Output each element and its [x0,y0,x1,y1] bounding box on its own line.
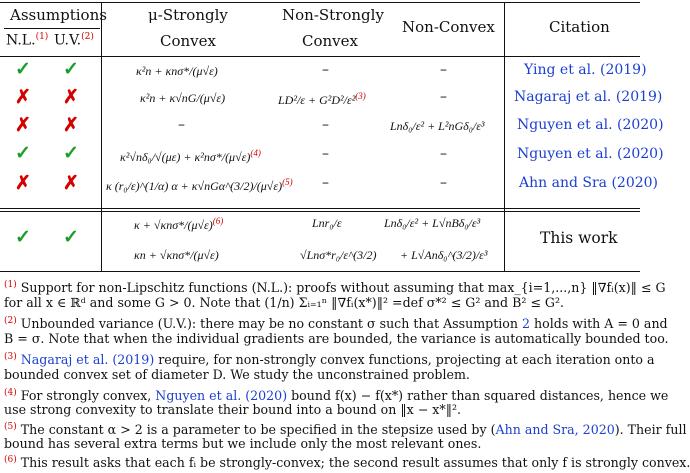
row5-strong-bound [106,177,293,194]
row3-strong-bound: – [178,117,185,133]
row1-nonconvex-bound: – [440,62,447,78]
footnote-1-ref: (1) [4,280,17,290]
row1-nl-check-icon: ✓ [15,58,31,80]
top-rule [0,2,640,3]
row4-nonstrong-bound: – [322,146,329,162]
thiswork-nonconvex-bound-2: + L√Anδ₀^(3/2)/ε³ [400,248,488,262]
header-rule [0,56,640,57]
header-citation: Citation [549,18,610,36]
footnote-5-text-1a: The constant α > 2 is a parameter to be specified in the stepsize used by ( [20,422,496,438]
footnote-5-line-2: bound has several extra terms but we include only the most relevant ones. [4,436,482,451]
row4-strong-ref[interactable]: (4) [250,148,261,158]
row2-nonconvex-bound: – [440,89,447,105]
row5-uv-cross-icon: ✗ [63,172,79,194]
row5-citation-link[interactable]: Ahn and Sra (2020) [519,175,659,191]
footnote-1-text-1: Support for non-Lipschitz functions (N.L.): proofs without assuming that max_{i=1,...,n} ‖∇fᵢ(x)‖ ≤ G [20,280,666,296]
row2-nl-cross-icon: ✗ [15,86,31,108]
thiswork-nonconvex-bound-1: Lnδ₀/ε² + L√nBδ₀/ε³ [384,216,481,230]
header-strongly-top: μ-Strongly [148,6,228,24]
row5-strong-expr: κ (r₀/ε)^(1/α) α + κ√nGα^(3/2)/(μ√ε) [106,179,283,193]
footnote-4-line-2: use strong convexity to translate their bound into a bound on ‖x − x*‖². [4,402,462,417]
header-nl-ref[interactable]: (1) [35,32,49,42]
footnote-3-citation-link[interactable]: Nagaraj et al. (2019) [20,352,155,368]
header-uv-ref[interactable]: (2) [81,32,94,42]
thiswork-label: This work [540,229,618,247]
footnote-5-ref: (5) [4,422,17,432]
thiswork-strong-expr-1: κ + √κnσ*/(μ√ε) [134,218,213,232]
footnote-3-line-2: bounded convex set of diameter D. We study the unconstrained problem. [4,367,470,382]
header-uv [54,32,94,49]
footnote-2-text-1b: holds with A = 0 and [530,316,668,332]
thiswork-strong-bound-1 [134,216,223,233]
row3-citation-link[interactable]: Nguyen et al. (2020) [517,117,664,133]
footnote-3-text-1: require, for non-strongly convex functions, projecting at each iteration onto a [154,352,655,368]
row5-nonstrong-bound: – [322,175,329,191]
footnote-2-text-1a: Unbounded variance (U.V.): there may be no constant σ such that Assumption [20,316,523,332]
footnote-2-line-2: B = σ. Note that when the individual gradients are bounded, the variance is automatically bounded too. [4,331,669,346]
row3-nonconvex-bound: Lnδ₀/ε² + L²nGδ₀/ε³ [390,119,485,133]
thiswork-strong-bound-2: κn + √κnσ*/(μ√ε) [134,248,219,262]
footnote-1-line-2: for all x ∈ ℝᵈ and some G > 0. Note that (1/n) Σᵢ₌₁ⁿ ‖∇fᵢ(x*)‖² =def σ*² ≤ G² and B² ≤ G². [4,295,565,310]
footnote-2-assumption-link[interactable]: 2 [522,316,531,332]
row2-nonstrong-ref[interactable]: (3) [355,91,366,101]
row2-uv-cross-icon: ✗ [63,86,79,108]
row4-citation-link[interactable]: Nguyen et al. (2020) [517,146,664,162]
footnote-4-text-1b: bound f(x) − f(x*) rather than squared distances, hence we [287,388,669,404]
thiswork-nl-check-icon: ✓ [15,226,31,248]
footnote-4-text-1a: For strongly convex, [20,388,156,404]
thiswork-nonstrong-bound-1: Lnr₀/ε [312,216,342,230]
row5-nl-cross-icon: ✗ [15,172,31,194]
header-nl [6,32,48,49]
row3-nl-cross-icon: ✗ [15,114,31,136]
row1-uv-check-icon: ✓ [63,58,79,80]
thiswork-rule-mid [0,211,640,212]
row5-nonconvex-bound: – [440,175,447,191]
row2-nonstrong-expr: LD²/ε + G²D²/ε² [278,93,356,107]
header-nonstrongly-top: Non-Strongly [282,6,384,24]
footnote-6-line-1 [4,451,690,473]
row1-strong-bound: κ²n + κnσ*/(μ√ε) [136,64,218,78]
header-uv-label: U.V. [54,32,82,49]
row4-strong-bound [120,148,261,165]
footnote-5-citation-link[interactable]: Ahn and Sra, 2020 [495,422,615,438]
row4-nl-check-icon: ✓ [15,142,31,164]
row1-citation-link[interactable]: Ying et al. (2019) [524,62,647,78]
thiswork-rule-top [0,208,640,209]
row2-citation-link[interactable]: Nagaraj et al. (2019) [514,89,663,105]
row4-strong-expr: κ²√nδ₀/√(με) + κ²nσ*/(μ√ε) [120,150,251,164]
col-divider-nonconvex [504,2,505,271]
footnote-6-ref: (6) [4,455,17,465]
row4-uv-check-icon: ✓ [63,142,79,164]
header-nl-label: N.L. [6,32,36,49]
assumptions-underline [4,28,100,29]
footnote-5-text-1b: ). Their full [614,422,687,438]
row2-strong-bound: κ²n + κ√nG/(μ√ε) [140,91,226,105]
footnote-2-ref: (2) [4,316,17,326]
footnote-6-text-1: This result asks that each fᵢ be strongly-convex; the second result assumes that only f is strongly convex. [16,455,690,471]
row5-strong-ref[interactable]: (5) [282,177,293,187]
thiswork-uv-check-icon: ✓ [63,226,79,248]
thiswork-strong-ref[interactable]: (6) [212,216,224,226]
header-assumptions: Assumptions [10,6,107,24]
header-nonstrongly-bottom: Convex [302,32,358,50]
row3-uv-cross-icon: ✗ [63,114,79,136]
row1-nonstrong-bound: – [322,62,329,78]
footnote-4-ref: (4) [4,388,17,398]
header-nonconvex: Non-Convex [402,18,495,36]
row3-nonstrong-bound: – [322,117,329,133]
footnote-3-ref: (3) [4,352,17,362]
thiswork-nonstrong-bound-2: √Lnσ*r₀/ε^(3/2) [300,248,377,262]
header-strongly-bottom: Convex [160,32,216,50]
row2-nonstrong-bound [278,91,366,108]
col-divider-assumptions [101,2,102,271]
row4-nonconvex-bound: – [440,146,447,162]
footnote-4-citation-link[interactable]: Nguyen et al. (2020) [155,388,288,404]
table-bottom-rule [0,271,640,272]
